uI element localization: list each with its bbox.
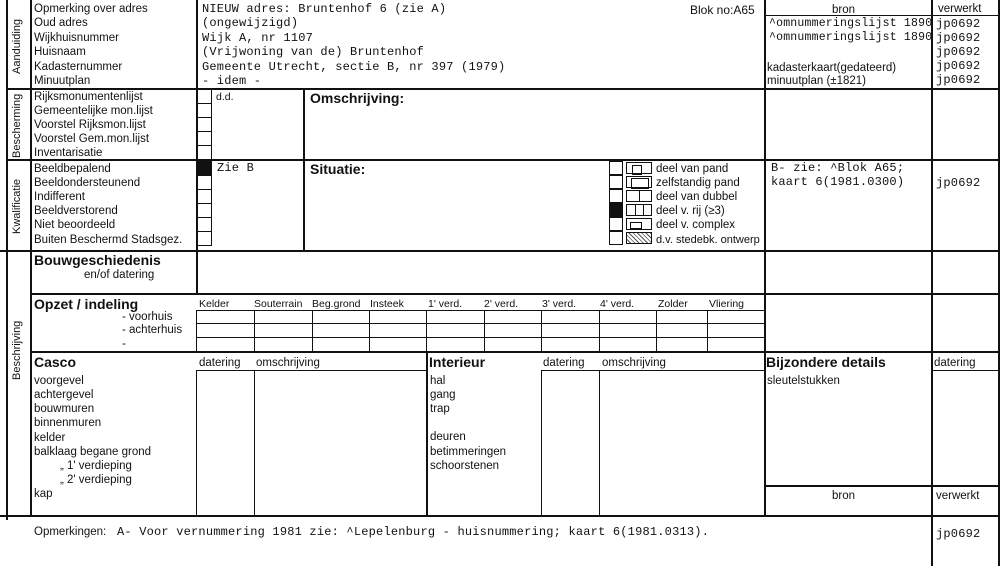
qual-label-1: Beeldbepalend xyxy=(34,163,111,175)
id-value-6: - idem - xyxy=(202,74,262,88)
interieur-datering-header: datering xyxy=(543,357,585,369)
verwerkt-value-2: jp0692 xyxy=(936,31,981,45)
id-label-4: Huisnaam xyxy=(34,46,86,58)
casco-item-9: kap xyxy=(34,488,53,500)
sit-option-2: zelfstandig pand xyxy=(656,177,740,189)
verwerkt-value-1: jp0692 xyxy=(936,17,981,31)
sit-option-1: deel van pand xyxy=(656,163,729,175)
floor-5: 1' verd. xyxy=(428,298,463,310)
id-value-1: NIEUW adres: Bruntenhof 6 (zie A) xyxy=(202,2,447,16)
building-complex-icon xyxy=(626,218,652,230)
verwerkt-value-5: jp0692 xyxy=(936,73,981,87)
sit-checkbox-5[interactable] xyxy=(609,217,623,231)
qual-checkbox-5[interactable] xyxy=(197,217,212,232)
prot-label-5: Inventarisatie xyxy=(34,147,103,159)
qual-label-3: Indifferent xyxy=(34,191,85,203)
bron-header: bron xyxy=(832,4,856,16)
id-value-2: (ongewijzigd) xyxy=(202,16,299,30)
qual-checkbox-2[interactable] xyxy=(197,175,212,190)
qual-checkbox-1[interactable] xyxy=(197,161,212,176)
floor-6: 2' verd. xyxy=(484,298,519,310)
casco-item-7: „ 1' verdieping xyxy=(60,460,132,472)
blok-number: Blok no:A65 xyxy=(690,3,755,17)
casco-item-6: balklaag begane grond xyxy=(34,446,152,458)
id-label-6: Minuutplan xyxy=(34,75,91,87)
prot-label-4: Voorstel Gem.mon.lijst xyxy=(34,133,150,145)
casco-omschrijving-header: omschrijving xyxy=(256,357,320,369)
bottom-bron-header: bron xyxy=(832,490,856,502)
casco-item-3: bouwmuren xyxy=(34,403,95,415)
building-standalone-icon xyxy=(626,176,652,188)
sit-option-4: deel v. rij (≥3) xyxy=(656,205,725,217)
bijzondere-details-label: Bijzondere details xyxy=(766,354,886,370)
id-label-5: Kadasternummer xyxy=(34,61,123,73)
bron-value-1: ^omnummeringslijst 1890 xyxy=(769,17,933,30)
bron-value-6: minuutplan (±1821) xyxy=(767,75,867,87)
casco-item-4: binnenmuren xyxy=(34,417,102,429)
qual-label-6: Buiten Beschermd Stadsgez. xyxy=(34,234,183,246)
sit-checkbox-1[interactable] xyxy=(609,161,623,175)
interior-item-6: betimmeringen xyxy=(430,446,507,458)
bron-value-5: kadasterkaart(gedateerd) xyxy=(767,62,897,74)
situatie-label: Situatie: xyxy=(310,161,366,177)
qual-label-4: Beeldverstorend xyxy=(34,205,118,217)
floor-10: Vliering xyxy=(709,298,745,310)
qual-checkbox-3[interactable] xyxy=(197,189,212,204)
floor-9: Zolder xyxy=(658,298,688,310)
prot-checkbox-2[interactable] xyxy=(197,103,212,118)
qual-checkbox-6[interactable] xyxy=(197,231,212,246)
verwerkt-value-3: jp0692 xyxy=(936,45,981,59)
section-label-beschrijving: Beschrijving xyxy=(11,320,23,380)
casco-datering-header: datering xyxy=(199,357,241,369)
floor-3: Beg.grond xyxy=(312,298,361,310)
row-voorhuis: - voorhuis xyxy=(122,311,173,323)
interior-item-5: deuren xyxy=(430,431,466,443)
building-double-icon xyxy=(626,190,652,202)
qual-bron-note-2: kaart 6(1981.0300) xyxy=(771,175,905,189)
sit-checkbox-3[interactable] xyxy=(609,189,623,203)
prot-label-2: Gemeentelijke mon.lijst xyxy=(34,105,153,117)
interior-item-2: gang xyxy=(430,389,456,401)
id-label-2: Oud adres xyxy=(34,17,88,29)
interior-item-3: trap xyxy=(430,403,450,415)
remarks-verwerkt: jp0692 xyxy=(936,527,981,541)
floor-1: Kelder xyxy=(199,298,230,310)
id-value-5: Gemeente Utrecht, sectie B, nr 397 (1979) xyxy=(202,60,506,74)
qual-verwerkt: jp0692 xyxy=(936,176,981,190)
id-value-4: (Vrijwoning van de) Bruntenhof xyxy=(202,45,425,59)
qual-checkbox-4[interactable] xyxy=(197,203,212,218)
interieur-label: Interieur xyxy=(429,354,486,370)
id-label-1: Opmerking over adres xyxy=(34,3,148,15)
verwerkt-header: verwerkt xyxy=(938,3,982,15)
qual-label-5: Niet beoordeeld xyxy=(34,219,116,231)
interior-item-7: schoorstenen xyxy=(430,460,500,472)
casco-item-8: „ 2' verdieping xyxy=(60,474,132,486)
qual-label-2: Beeldondersteunend xyxy=(34,177,141,189)
bijzondere-datering-header: datering xyxy=(934,357,976,369)
casco-item-5: kelder xyxy=(34,432,66,444)
opzet-label: Opzet / indeling xyxy=(34,296,139,312)
section-label-kwalificatie: Kwalificatie xyxy=(11,178,23,234)
omschrijving-label: Omschrijving: xyxy=(310,90,405,106)
dating-sub-label: en/of datering xyxy=(84,269,155,281)
section-label-aanduiding: Aanduiding xyxy=(11,18,23,74)
prot-label-3: Voorstel Rijksmon.lijst xyxy=(34,119,146,131)
sit-option-6: d.v. stedebk. ontwerp xyxy=(656,234,760,246)
building-row-icon xyxy=(626,204,652,216)
dd-label: d.d. xyxy=(216,91,234,103)
prot-checkbox-4[interactable] xyxy=(197,131,212,146)
bouwgeschiedenis-label: Bouwgeschiedenis xyxy=(34,252,161,268)
bron-value-2: ^omnummeringslijst 1890 xyxy=(769,31,933,44)
casco-item-2: achtergevel xyxy=(34,389,94,401)
prot-checkbox-1[interactable] xyxy=(197,89,212,104)
sit-checkbox-4[interactable] xyxy=(609,203,623,217)
qual-bron-note-1: B- zie: ^Blok A65; xyxy=(771,161,905,175)
verwerkt-value-4: jp0692 xyxy=(936,59,981,73)
row-achterhuis: - achterhuis xyxy=(122,324,183,336)
floor-2: Souterrain xyxy=(254,298,303,310)
id-label-3: Wijkhuisnummer xyxy=(34,32,119,44)
urban-design-icon xyxy=(626,232,652,244)
sit-option-3: deel van dubbel xyxy=(656,191,738,203)
remarks-label: Opmerkingen: xyxy=(34,526,107,538)
prot-checkbox-5[interactable] xyxy=(197,145,212,160)
id-value-3: Wijk A, nr 1107 xyxy=(202,31,314,45)
casco-label: Casco xyxy=(34,354,77,370)
interieur-omschrijving-header: omschrijving xyxy=(602,357,666,369)
prot-checkbox-3[interactable] xyxy=(197,117,212,132)
floor-4: Insteek xyxy=(370,298,404,310)
floor-7: 3' verd. xyxy=(542,298,577,310)
qual-zie-note: Zie B xyxy=(217,161,255,175)
sit-checkbox-6[interactable] xyxy=(609,231,623,245)
sleutelstukken-label: sleutelstukken xyxy=(767,375,840,387)
sit-option-5: deel v. complex xyxy=(656,219,736,231)
prot-label-1: Rijksmonumentenlijst xyxy=(34,91,143,103)
remarks-text: A- Voor vernummering 1981 zie: ^Lepelenburg - huisnummering; kaart 6(1981.0313). xyxy=(117,525,710,539)
section-label-bescherming: Bescherming xyxy=(11,93,23,158)
interior-item-1: hal xyxy=(430,375,446,387)
sit-checkbox-2[interactable] xyxy=(609,175,623,189)
building-part-icon xyxy=(626,162,652,174)
bottom-verwerkt-header: verwerkt xyxy=(936,490,980,502)
row-other: - xyxy=(122,338,126,350)
casco-item-1: voorgevel xyxy=(34,375,84,387)
floor-8: 4' verd. xyxy=(600,298,635,310)
